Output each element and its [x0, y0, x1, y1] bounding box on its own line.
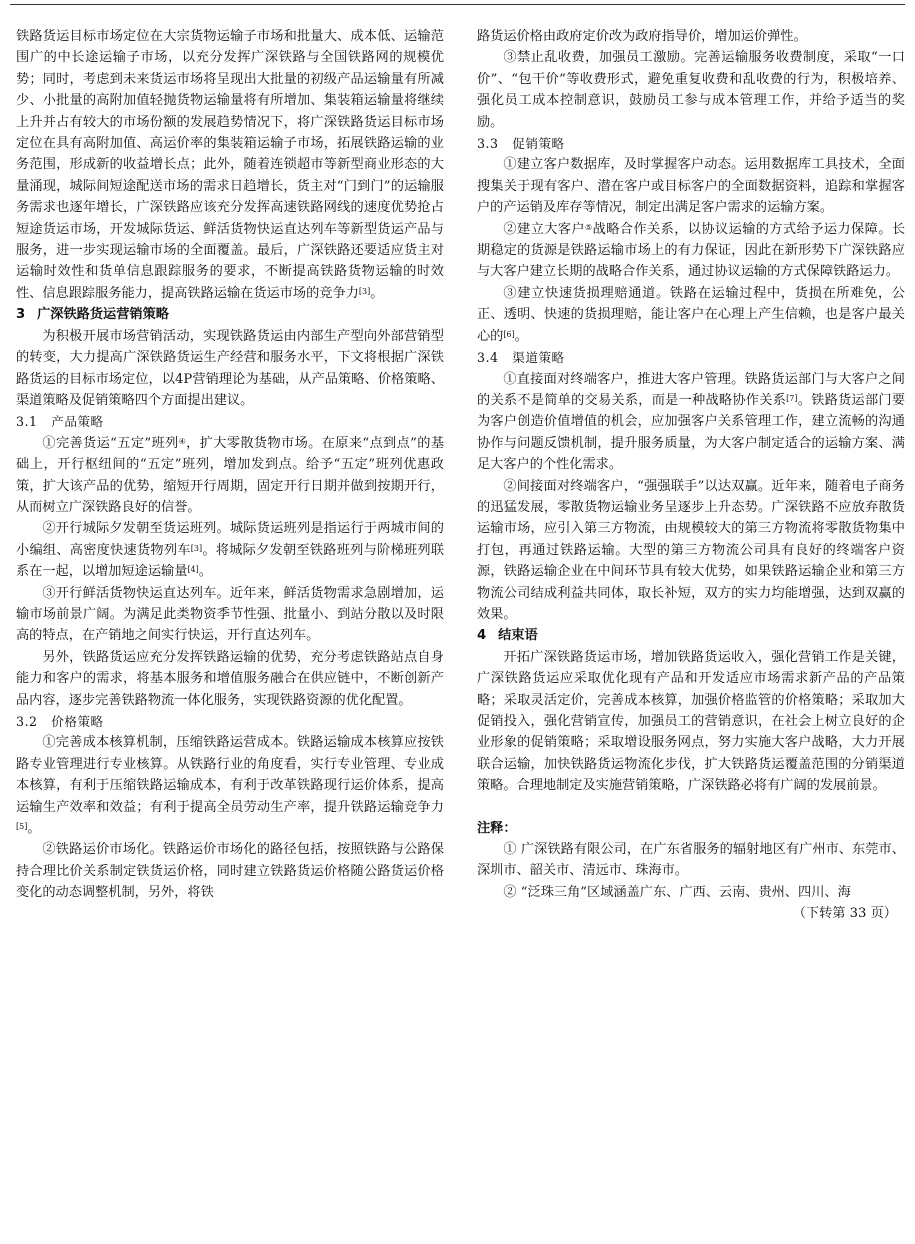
paragraph: ③建立快速货损理赔通道。铁路在运输过程中，货损在所难免，公正、透明、快速的货损理赔，能让客户在心理上产生信赖，也是客户最关心的[6]。: [477, 285, 905, 344]
footnote: ① 广深铁路有限公司，在广东省服务的辐射地区有广州市、东莞市、深圳市、韶关市、清远市、珠海市。: [477, 842, 905, 879]
paragraph: ③禁止乱收费，加强员工激励。完善运输服务收费制度，采取“一口价”、“包干价”等收费形式，避免重复收费和乱收费的行为，积极培养、强化员工成本控制意识，鼓励员工参与成本管理工作，并给予适当的奖励。: [477, 50, 905, 130]
footnote: ② “泛珠三角”区域涵盖广东、广西、云南、贵州、四川、海: [503, 884, 851, 900]
subsection-heading-3-3: 3.3 促销策略: [477, 136, 565, 152]
section-heading-3: 3 广深铁路货运营销策略: [16, 307, 169, 323]
paragraph: ②间接面对终端客户，“强强联手”以达双赢。近年来，随着电子商务的迅猛发展，零散货物运输业务呈逐步上升态势。广深铁路不应放弃散货运输市场，应引入第三方物流，由规模较大的第三方物流将零散货物集中打包，再通过铁路运输。大型的第三方物流公司具有良好的终端客户资源，铁路运输企业在中间环节具有较大优势，如果铁路运输企业和第三方物流公司结成利益共同体，取长补短，双方的实力均能增强，达到双赢的效果。: [477, 478, 905, 622]
section-heading-4: 4 结束语: [477, 628, 538, 644]
header-rule: [10, 4, 905, 5]
paragraph: 铁路货运目标市场定位在大宗货物运输子市场和批量大、成本低、运输范围广的中长途运输子市场，以充分发挥广深铁路与全国铁路网的规模优势；同时，考虑到未来货运市场将呈现出大批量的初级产品运输量有所减少、小批量的高附加值轻抛货物运输量将有所增加、集装箱运输量将继续上升并占有较大的市场份额的发展趋势情况下，将广深铁路货运目标市场定位在具有高附加值、高运价率的集装箱运输子市场，拓展铁路运输的业务范围，形成新的收益增长点；此外，随着连锁超市等新型商业形态的大量涌现，城际间短途配送市场的需求日趋增长，货主对“门到门”的运输服务需求也逐年增长，广深铁路应该充分发挥高速铁路网线的速度优势抢占短途货运市场，开发城际货运、鲜活货物快运直达列车等新型货运产品与服务，进一步实现运输市场的全面覆盖。最后，广深铁路还要适应货主对运输时效性和货单信息跟踪服务的要求，不断提高铁路货物运输的时效性、信息跟踪服务能力，提高铁路运输在货运市场的竞争力[3]。: [16, 29, 444, 301]
right-column: [477, 26, 905, 925]
subsection-heading-3-2: 3.2 价格策略: [16, 714, 104, 729]
left-column: [16, 26, 444, 904]
paragraph: ②开行城际夕发朝至货运班列。城际货运班列是指运行于两城市间的小编组、高密度快速货物列车[3]。将城际夕发朝至铁路班列与阶梯班列联系在一起，以增加短途运输量[4]。: [16, 521, 445, 580]
paragraph: ②建立大客户⑤战略合作关系，以协议运输的方式给予运力保障。长期稳定的货源是铁路运输市场上的有力保证，因此在新形势下广深铁路应与大客户建立长期的战略合作关系，通过协议运输的方式保障铁路运力。: [477, 221, 906, 280]
paragraph: 开拓广深铁路货运市场，增加铁路货运收入，强化营销工作是关键，广深铁路货运应采取优化现有产品和开发适应市场需求新产品的产品策略；采取灵活定价，完善成本核算，加强价格监管的价格策略；采取加大促销投入，强化营销宣传，加强员工的营销意识，在社会上树立良好的企业形象的促销策略；采取增设服务网点，努力实施大客户战略，大力开展联合运输，加快铁路货运物流化步伐，扩大铁路货运覆盖范围的分销渠道策略。合理地制定及实施营销策略，广深铁路必将有广阔的发展前景。: [477, 649, 905, 794]
paragraph: 路货运价格由政府定价改为政府指导价，增加运价弹性。: [477, 29, 807, 44]
subsection-heading-3-4: 3.4 渠道策略: [477, 350, 565, 366]
paragraph: ①完善成本核算机制，压缩铁路运营成本。铁路运输成本核算应按铁路专业管理进行专业核算。从铁路行业的角度看，实行专业管理、专业成本核算，有利于压缩铁路运输成本，有利于改革铁路现行运价体系，提高运输生产效率和效益；有利于提高全员劳动生产率，提升铁路运输竞争力[5]。: [16, 735, 444, 837]
paragraph: ③开行鲜活货物快运直达列车。近年来，鲜活货物需求急剧增加，运输市场前景广阔。为满足此类物资季节性强、批量小、到站分散以及时限高的特点，在产销地之间实行快运，开行直达列车。: [16, 585, 444, 644]
notes-heading: 注释：: [477, 820, 517, 836]
subsection-heading-3-1: 3.1 产品策略: [16, 414, 104, 430]
paragraph: ①直接面对终端客户，推进大客户管理。铁路货运部门与大客户之间的关系不是简单的交易关系，而是一种战略协作关系[7]。铁路货运部门要为客户创造价值增值的机会，应加强客户关系管理工作，建立流畅的沟通协作与问题反馈机制，提升服务质量，为大客户制定适合的运输方案、满足大客户的个性化需求。: [477, 371, 906, 473]
continued-label: （下转第 33 页）: [792, 906, 897, 922]
paragraph: 为积极开展市场营销活动，实现铁路货运由内部生产型向外部营销型的转变，大力提高广深铁路货运生产经营和服务水平，下文将根据广深铁路货运的目标市场定位，以4P营销理论为基础，从产品策略、价格策略、渠道策略及促销策略四个方面提出建议。: [16, 328, 444, 408]
paragraph: ①建立客户数据库，及时掌握客户动态。运用数据库工具技术，全面搜集关于现有客户、潜在客户或目标客户的全面数据资料，追踪和掌握客户的产运销及库存等情况，制定出满足客户需求的运输方案。: [477, 157, 905, 216]
paragraph: ①完善货运“五定”班列④，扩大零散货物市场。在原来“点到点”的基础上，开行枢纽间的“五定”班列，增加发到点。给予“五定”班列优惠政策，扩大该产品的优势，缩短开行周期，固定开行日期并做到按期开行，从而树立广深铁路良好的信誉。: [16, 435, 445, 515]
paragraph: 另外，铁路货运应充分发挥铁路运输的优势，充分考虑铁路站点自身能力和客户的需求，将基本服务和增值服务融合在供应链中，不断创新产品内容，逐步完善铁路物流一体化服务，实现铁路资源的优化配置。: [16, 649, 444, 708]
paragraph: ②铁路运价市场化。铁路运价市场化的路径包括，按照铁路与公路保持合理比价关系制定铁货运价格，同时建立铁路货运价格随公路货运价格变化的动态调整机制，另外，将铁: [16, 842, 444, 901]
